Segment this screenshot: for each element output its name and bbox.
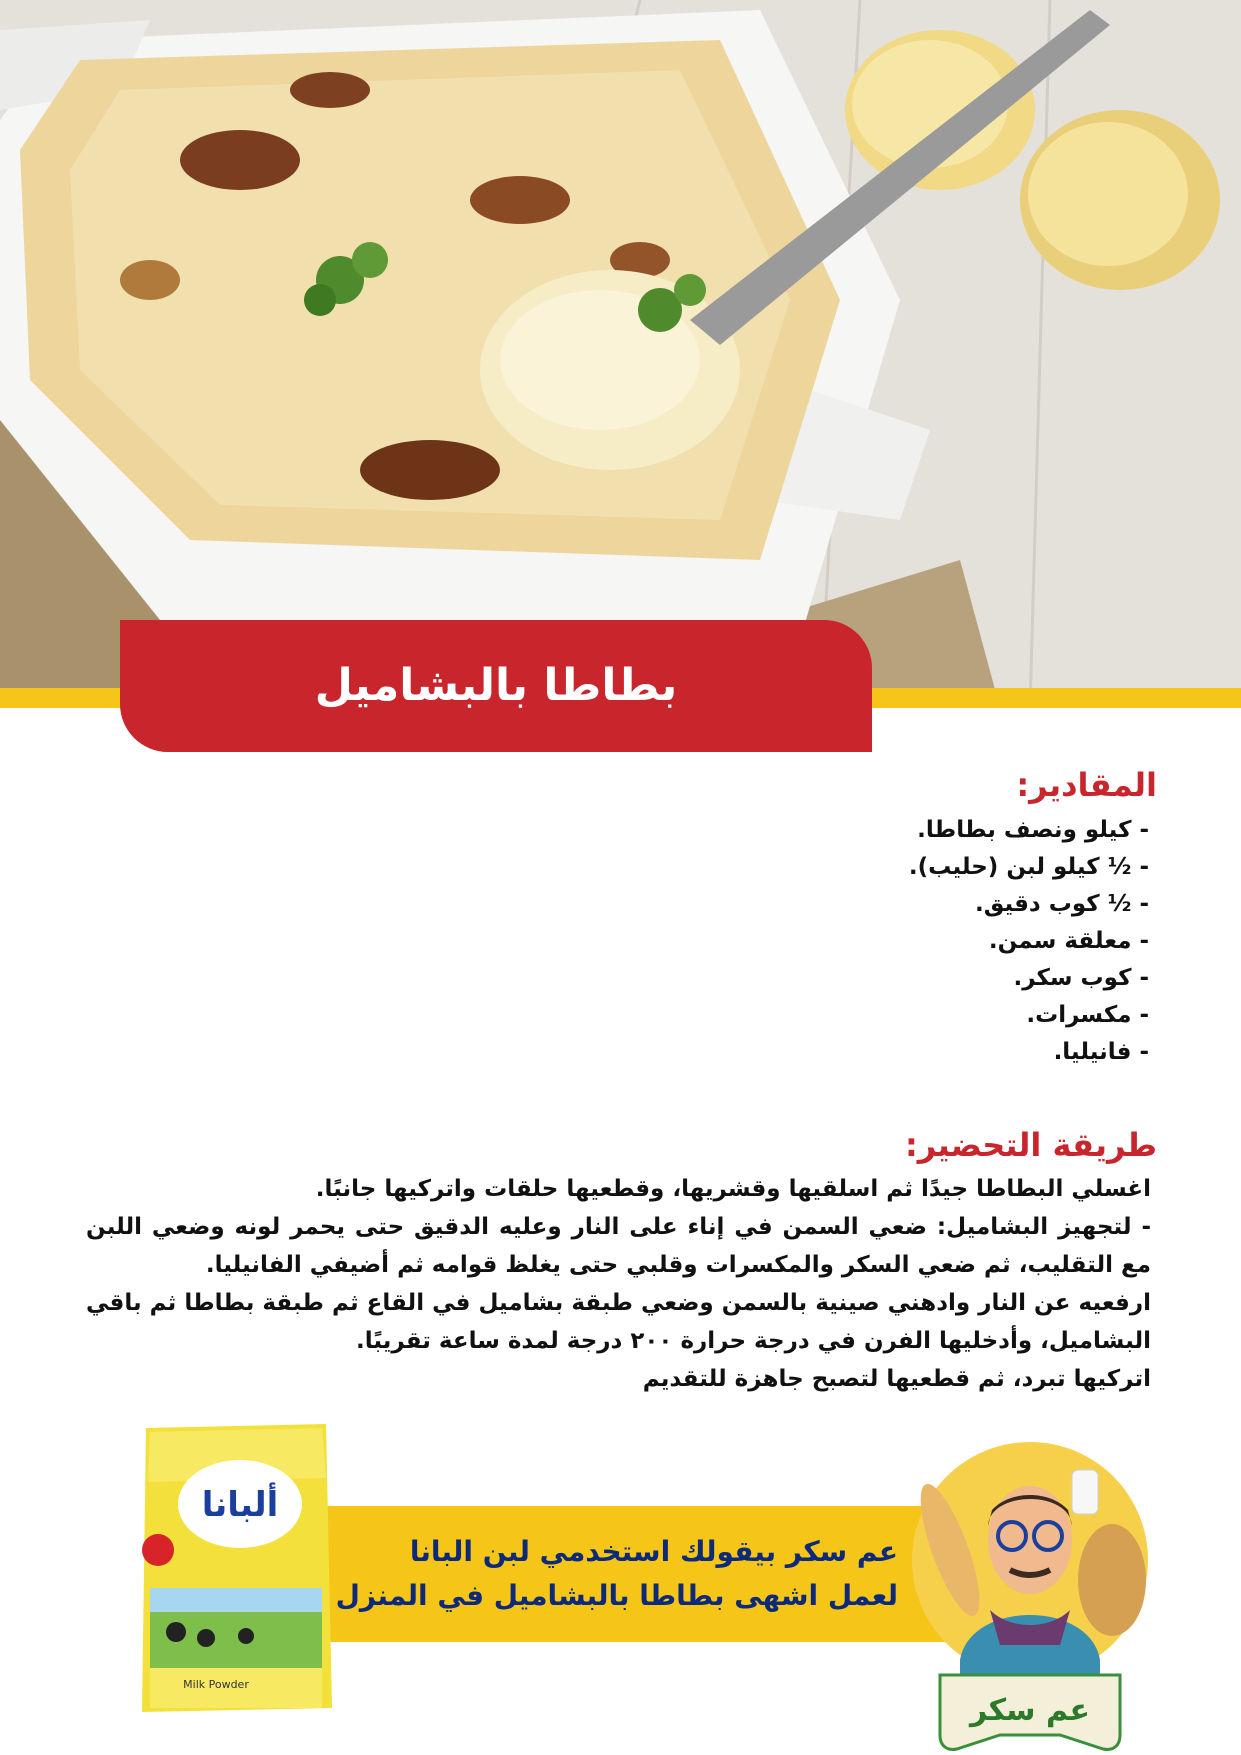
method-step: ارفعيه عن النار وادهني صينية بالسمن وضعي طبقة بشاميل في القاع ثم طبقة بطاطا ثم باقي البشاميل، وأدخليها الفرن في درجة حرارة ٢٠٠ درجة لمدة ساعة تقريبًا. [86,1290,1151,1354]
product-label: Milk Powder [183,1678,249,1691]
product-brand: ألبانا [201,1485,279,1525]
promo-banner [298,1506,980,1642]
ingredient-item: - ½ كوب دقيق. [974,891,1149,917]
promo-line: عم سكر بيقولك استخدمي لبن البانا [409,1535,898,1568]
ingredient-item: - كوب سكر. [1013,965,1149,991]
milk-powder-pack [136,1418,336,1718]
method-step: اغسلي البطاطا جيدًا ثم اسلقيها وقشريها، وقطعيها حلقات واتركيها جانبًا. [315,1176,1151,1202]
ingredient-item: - فانيليا. [1053,1039,1149,1065]
promo-line: لعمل اشهى بطاطا بالبشاميل في المنزل [335,1579,898,1612]
method-step: اتركيها تبرد، ثم قطعيها لتصبح جاهزة للتقديم [642,1366,1151,1392]
ingredients-heading: المقادير: [1016,766,1157,804]
mascot-illustration [880,1430,1180,1755]
ingredient-item: - ½ كيلو لبن (حليب). [908,854,1149,880]
mascot-name: عم سكر [969,1693,1091,1728]
potato-gratin-image [0,0,1241,708]
ingredient-item: - معلقة سمن. [988,928,1149,954]
recipe-title: بطاطا بالبشاميل [314,660,678,711]
promo-text [336,1530,898,1618]
ingredient-item: - كيلو ونصف بطاطا. [917,817,1149,843]
ingredient-item: - مكسرات. [1026,1002,1149,1028]
method-text [86,1170,1151,1398]
hero-photo [0,0,1241,708]
method-step: - لتجهيز البشاميل: ضعي السمن في إناء على النار وعليه الدقيق حتى يحمر لونه وضعي اللبن مع التقليب، ثم ضعي السكر والمكسرات وقلبي حتى يغلظ قوامه ثم أضيفي الفانيليا. [86,1214,1151,1278]
ingredients-list [589,812,1149,1071]
method-heading: طريقة التحضير: [904,1126,1157,1164]
title-banner [120,620,872,752]
